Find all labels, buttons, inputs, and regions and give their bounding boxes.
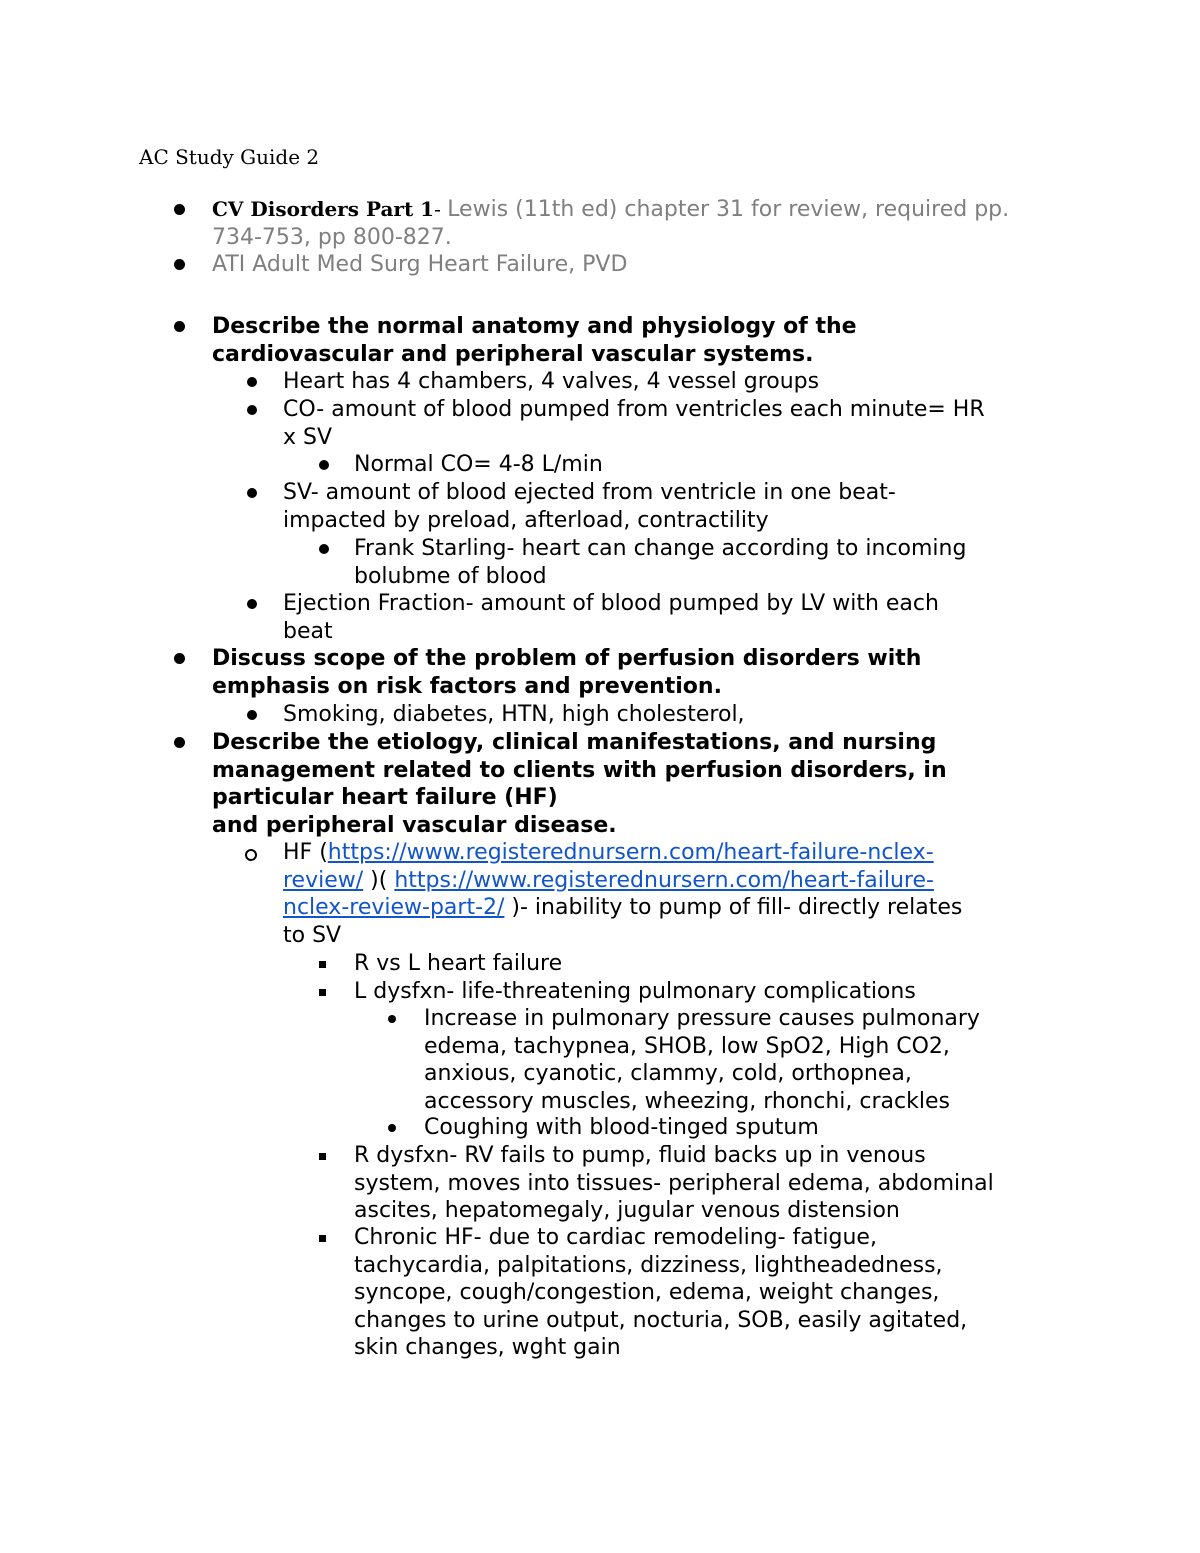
- list-item: R dysfxn- RV fails to pump, fluid backs up in venous system, moves into tissues- peripheral edema, abdominal ascites, hepatomegaly, jugular venous distension: [354, 1142, 1074, 1225]
- bullet-icon: [174, 737, 185, 748]
- list-item: Normal CO= 4-8 L/min: [354, 451, 1074, 479]
- reference-label: CV Disorders Part 1: [212, 197, 435, 221]
- bullet-icon: [247, 377, 257, 387]
- circle-bullet-icon: [245, 849, 257, 861]
- bullet-icon: [174, 321, 185, 332]
- bullet-icon: [247, 405, 257, 415]
- bullet-icon: [247, 488, 257, 498]
- bullet-icon: [247, 599, 257, 609]
- bullet-icon: [247, 710, 257, 720]
- bullet-icon: [319, 460, 329, 470]
- objective-etiology: Describe the etiology, clinical manifestations, and nursing management related to clients with perfusion disorders, in particular heart failure (HF) and peripheral vascular disease.: [212, 729, 1112, 839]
- list-item: Chronic HF- due to cardiac remodeling- fatigue, tachycardia, palpitations, dizziness, lightheadedness, syncope, cough/congestion, edema, weight changes, changes to urine output, nocturia, SOB, easily agitated, skin changes, wght gain: [354, 1224, 1074, 1362]
- list-item: Ejection Fraction- amount of blood pumped by LV with each beat: [283, 590, 1083, 645]
- bullet-icon: [174, 259, 185, 270]
- square-bullet-icon: [319, 989, 326, 996]
- reference-item-ati: ATI Adult Med Surg Heart Failure, PVD: [212, 251, 1112, 279]
- reference-item-lewis: CV Disorders Part 1- Lewis (11th ed) chapter 31 for review, required pp. 734-753, pp 800-827.: [212, 196, 1112, 251]
- bullet-icon: [388, 1124, 396, 1132]
- hf-link-part-2[interactable]: https://www.registerednursern.com/heart-failure-: [394, 867, 934, 893]
- bullet-icon: [388, 1015, 396, 1023]
- square-bullet-icon: [319, 1235, 326, 1242]
- bullet-icon: [319, 544, 329, 554]
- list-item: Frank Starling- heart can change according to incoming bolubme of blood: [354, 535, 1074, 590]
- square-bullet-icon: [319, 1153, 326, 1160]
- reference-text: Lewis (11th ed) chapter 31 for review, required pp.: [447, 197, 1010, 222]
- list-item: Heart has 4 chambers, 4 valves, 4 vessel groups: [283, 368, 1083, 396]
- list-item: Coughing with blood-tinged sputum: [424, 1114, 1074, 1142]
- list-item: CO- amount of blood pumped from ventricles each minute= HR x SV: [283, 396, 1083, 451]
- bullet-icon: [174, 204, 185, 215]
- list-item: Smoking, diabetes, HTN, high cholesterol,: [283, 701, 1083, 729]
- hf-link-part-1[interactable]: review/: [283, 867, 364, 893]
- square-bullet-icon: [319, 961, 326, 968]
- list-item-hf: HF (https://www.registerednursern.com/heart-failure-nclex- review/ )( https://www.registerednursern.com/heart-failure- nclex-review-part-2/ )- inability to pump of fill- directly relates to SV: [283, 839, 1083, 949]
- hf-link-part-2[interactable]: nclex-review-part-2/: [283, 895, 505, 920]
- list-item: L dysfxn- life-threatening pulmonary complications: [354, 978, 1074, 1006]
- list-item: R vs L heart failure: [354, 950, 1074, 978]
- document-title: AC Study Guide 2: [139, 145, 320, 169]
- bullet-icon: [174, 653, 185, 664]
- objective-scope: Discuss scope of the problem of perfusion disorders with emphasis on risk factors and prevention.: [212, 645, 1112, 700]
- objective-anatomy: Describe the normal anatomy and physiology of the cardiovascular and peripheral vascular systems.: [212, 313, 1112, 368]
- list-item: SV- amount of blood ejected from ventricle in one beat- impacted by preload, afterload, contractility: [283, 479, 1083, 534]
- list-item: Increase in pulmonary pressure causes pulmonary edema, tachypnea, SHOB, low SpO2, High CO2, anxious, cyanotic, clammy, cold, orthopnea, accessory muscles, wheezing, rhonchi, crackles: [424, 1005, 1074, 1115]
- hf-link-part-1[interactable]: https://www.registerednursern.com/heart-failure-nclex-: [327, 840, 934, 865]
